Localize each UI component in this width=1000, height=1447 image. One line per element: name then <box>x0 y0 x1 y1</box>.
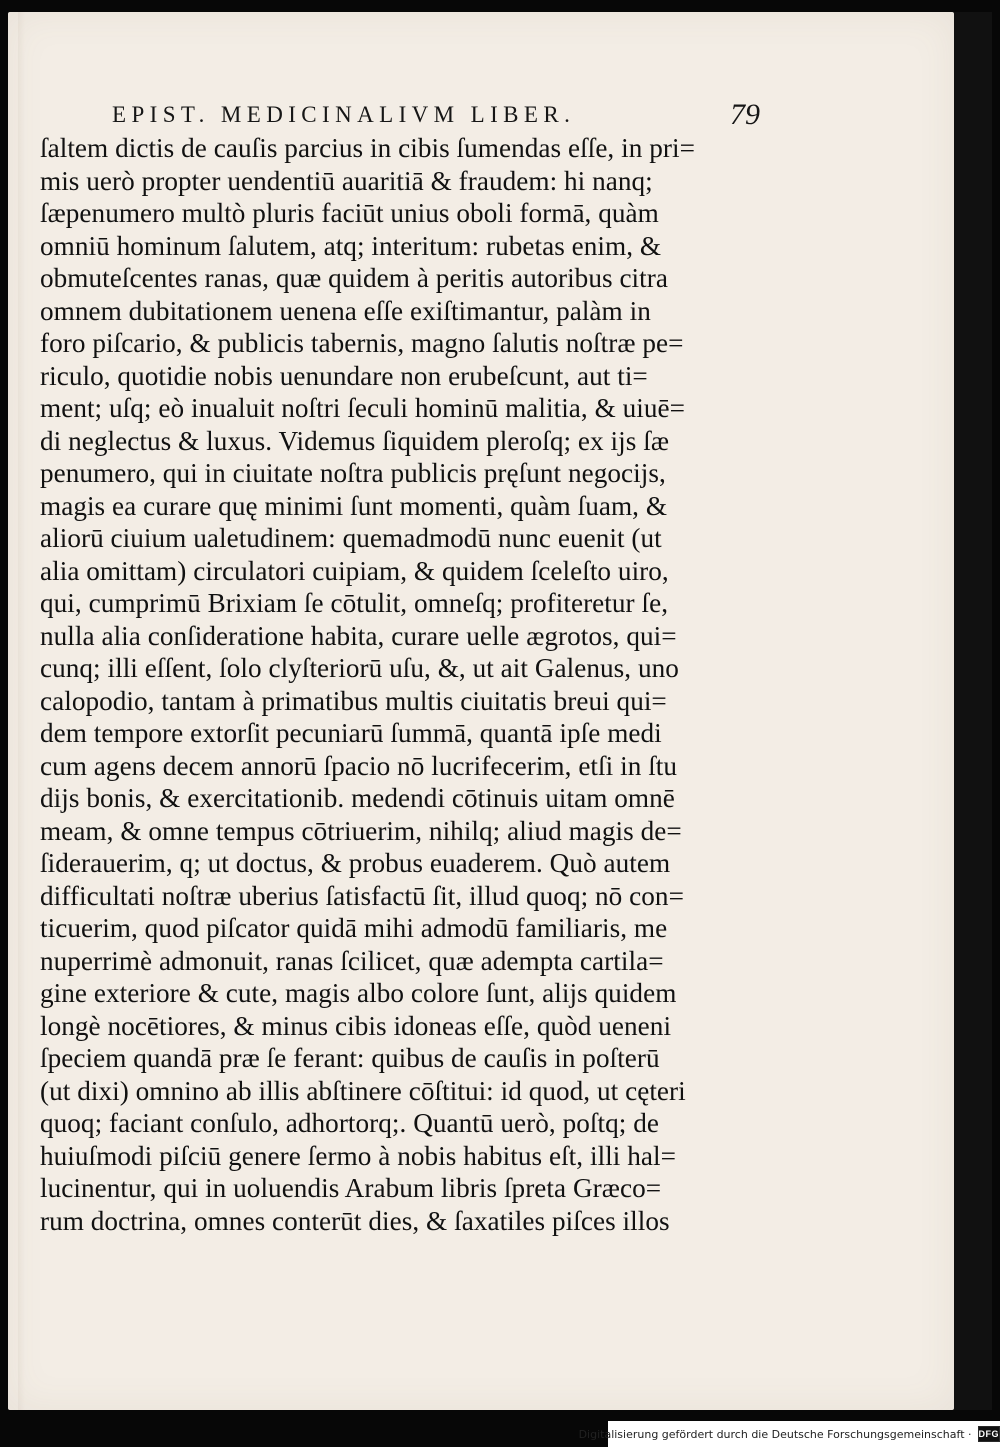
text-line: calopodio, tantam à primatibus multis ciuitatis breui qui= <box>40 685 667 716</box>
text-line: omniū hominum ſalutem, atq; interitum: rubetas enim, & <box>40 230 662 261</box>
dfg-logo: DFG <box>978 1426 1000 1442</box>
text-line: ticuerim, quod piſcator quidā mihi admodū familiaris, me <box>40 913 668 943</box>
body-text <box>40 132 740 1237</box>
text-line: nulla alia conſideratione habita, curare uelle ægrotos, qui= <box>40 620 677 651</box>
text-line: riculo, quotidie nobis uenundare non erubeſcunt, aut ti= <box>40 360 648 391</box>
text-line: mis uerò propter uendentiū auaritiā & fraudem: hi nanq; <box>40 165 653 196</box>
text-line: di neglectus & luxus. Videmus ſiquidem pleroſq; ex ijs ſæ <box>40 425 669 456</box>
text-line: ſpeciem quandā præ ſe ferant: quibus de cauſis in poſterū <box>40 1043 660 1073</box>
text-line: ſæpenumero multò pluris faciūt unius oboli formā, quàm <box>40 198 659 228</box>
text-line: gine exteriore & cute, magis albo colore ſunt, alijs quidem <box>40 978 677 1008</box>
text-line: omnem dubitationem uenena eſſe exiſtimantur, palàm in <box>40 295 651 326</box>
text-line: ment; uſq; eò inualuit noſtri ſeculi hominū malitia, & uiuē= <box>40 393 686 423</box>
page-edge-shadow <box>18 12 25 1410</box>
text-line: nuperrimè admonuit, ranas ſcilicet, quæ adempta cartila= <box>40 945 664 976</box>
running-head: EPIST. MEDICINALIVM LIBER. <box>112 102 576 127</box>
text-line: foro piſcario, & publicis tabernis, magno ſalutis noſtræ pe= <box>40 328 684 358</box>
text-line: quoq; faciant conſulo, adhortorq;. Quantū uerò, poſtq; de <box>40 1108 659 1138</box>
text-line: rum doctrina, omnes conterūt dies, & ſaxatiles piſces illos <box>40 1205 670 1236</box>
text-line: difficultati noſtræ uberius ſatisfactū ſit, illud quoq; nō con= <box>40 880 684 911</box>
text-line: longè nocētiores, & minus cibis idoneas eſſe, quòd ueneni <box>40 1010 672 1041</box>
text-line: ſiderauerim, q; ut doctus, & probus euaderem. Quò autem <box>40 848 671 878</box>
text-line: aliorū ciuium ualetudinem: quemadmodū nunc euenit (ut <box>40 523 662 553</box>
text-line: obmuteſcentes ranas, quæ quidem à peritis autoribus citra <box>40 263 668 293</box>
text-line: alia omittam) circulatori cuipiam, & quidem ſceleſto uiro, <box>40 555 669 586</box>
page-number: 79 <box>730 98 760 131</box>
digitization-credit <box>578 1421 1000 1447</box>
page-right-edge <box>954 12 992 1410</box>
credit-text: Digitalisierung gefördert durch die Deutsche Forschungsgemeinschaft · <box>578 1427 972 1441</box>
text-line: (ut dixi) omnino ab illis abſtinere cōſtitui: id quod, ut cęteri <box>40 1075 686 1106</box>
text-line: cunq; illi eſſent, ſolo clyſteriorū uſu, &, ut ait Galenus, uno <box>40 653 679 683</box>
text-line: ſaltem dictis de cauſis parcius in cibis ſumendas eſſe, in pri= <box>40 133 695 163</box>
text-line: dijs bonis, & exercitationib. medendi cōtinuis uitam omnē <box>40 783 675 813</box>
text-line: huiuſmodi piſciū genere ſermo à nobis habitus eſt, illi hal= <box>40 1140 676 1171</box>
text-line: magis ea curare quę minimi ſunt momenti, quàm ſuam, & <box>40 490 668 521</box>
text-line: meam, & omne tempus cōtriuerim, nihilq; aliud magis de= <box>40 815 682 846</box>
text-line: lucinentur, qui in uoluendis Arabum libris ſpreta Græco= <box>40 1173 662 1203</box>
text-line: dem tempore extorſit pecuniarū ſummā, quantā ipſe medi <box>40 718 662 748</box>
text-line: penumero, qui in ciuitate noſtra publicis pręſunt negocijs, <box>40 458 666 488</box>
text-line: cum agens decem annorū ſpacio nō lucrifecerim, etſi in ſtu <box>40 750 678 781</box>
text-line: qui, cumprimū Brixiam ſe cōtulit, omneſq; profiteretur ſe, <box>40 588 669 618</box>
